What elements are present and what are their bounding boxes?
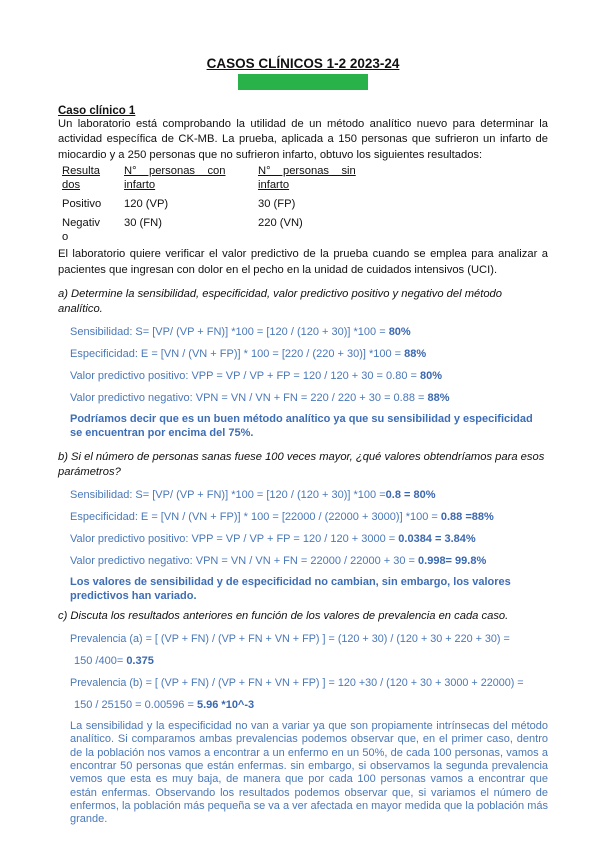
green-highlight-bar: [238, 74, 368, 90]
answer-line: Valor predictivo negativo: VPN = VN / VN + FN = 22000 / 22000 + 30 = 0.998= 99.8%: [70, 555, 487, 568]
answer-line: Sensibilidad: S= [VP/ (VP + FN)] *100 = [120 / (120 + 30)] *100 =0.8 = 80%: [70, 489, 436, 502]
answer-line: Valor predictivo positivo: VPP = VP / VP + FP = 120 / 120 + 3000 = 0.0384 = 3.84%: [70, 533, 476, 546]
table-row: Negativ o 30 (FN) 220 (VN): [62, 217, 303, 244]
case-intro: Un laboratorio está comprobando la utilidad de un método analítico nuevo para determinar la actividad específica de CK-MB. La prueba, aplicada a 150 personas que sufrieron un infarto de miocardio y a 250 personas que no sufrieron infarto, obtuvo los siguientes resultados:: [58, 118, 548, 161]
answer-line: Valor predictivo positivo: VPP = VP / VP + FP = 120 / 120 + 30 = 0.80 = 80%: [70, 370, 443, 383]
case-heading: Caso clínico 1: [58, 105, 136, 117]
answers-b: [58, 488, 548, 568]
conclusion-b: Los valores de sensibilidad y de especificidad no cambian, sin embargo, los valores predictivos han variado.: [70, 576, 511, 602]
table-header-cell: N° personas sin infarto: [258, 165, 356, 192]
discussion-c: La sensibilidad y la especificidad no van a variar ya que son propiamente intrínsecas del método analítico. Si comparamos ambas prevalencias podemos observar que, en el primer caso, dentro de la población nos vamos a encontrar a un enfermo en un 50%, de cada 100 personas, vamos a encontrar 50 personas que están enfermas. sin embargo, si observamos la segunda prevalencia vemos que esta es muy baja, de manera que por cada 100 personas vamos a encontrar que están enfermas. Observando los resultados podemos observar que, si variamos el número de enfermos, la población más pequeña se va a ver afectada en mayor medida que la población más grande.: [70, 720, 548, 826]
question-c: c) Discuta los resultados anteriores en función de los valores de prevalencia en cada caso.: [58, 610, 509, 623]
results-table: [62, 164, 378, 244]
question-b: b) Si el número de personas sanas fuese 100 veces mayor, ¿qué valores obtendríamos para esos parámetros?: [58, 451, 545, 479]
table-header-row: [62, 164, 378, 192]
table-header-cell: Resulta dos: [62, 165, 100, 192]
prevalence-a-line1: Prevalencia (a) = [ (VP + FN) / (VP + FN + VN + FP) ] = (120 + 30) / (120 + 30 + 220 + 30) =: [70, 633, 510, 646]
prevalence-a-line2: 150 /400= 0.375: [74, 655, 154, 668]
table-row: Positivo 120 (VP) 30 (FP): [62, 198, 296, 211]
prevalence-b-line1: Prevalencia (b) = [ (VP + FN) / (VP + FN + VN + FP) ] = 120 +30 / (120 + 30 + 3000 + 22000) =: [70, 677, 524, 690]
document-page: [58, 56, 548, 826]
conclusion-a: Podríamos decir que es un buen método analítico ya que su sensibilidad y especificidad se encuentran por encima del 75%.: [70, 413, 533, 439]
question-a: a) Determine la sensibilidad, especificidad, valor predictivo positivo y negativo del método analítico.: [58, 288, 503, 316]
after-table-text: El laboratorio quiere verificar el valor predictivo de la prueba cuando se emplea para analizar a pacientes que ingresan con dolor en el pecho en la unidad de cuidados intensivos (UCI).: [58, 248, 548, 276]
prevalence-b-line2: 150 / 25150 = 0.00596 = 5.96 *10^-3: [74, 699, 255, 712]
answer-line: Sensibilidad: S= [VP/ (VP + FN)] *100 = [120 / (120 + 30)] *100 = 80%: [70, 326, 411, 339]
answer-line: Especificidad: E = [VN / (VN + FP)] * 100 = [22000 / (22000 + 3000)] *100 = 0.88 =88%: [70, 511, 494, 524]
answer-line: Valor predictivo negativo: VPN = VN / VN + FN = 220 / 220 + 30 = 0.88 = 88%: [70, 392, 450, 405]
answers-a: [58, 325, 548, 405]
answer-line: Especificidad: E = [VN / (VN + FP)] * 100 = [220 / (220 + 30)] *100 = 88%: [70, 348, 427, 361]
document-title: CASOS CLÍNICOS 1-2 2023-24: [206, 56, 400, 71]
table-header-cell: N° personas con infarto: [124, 165, 226, 192]
